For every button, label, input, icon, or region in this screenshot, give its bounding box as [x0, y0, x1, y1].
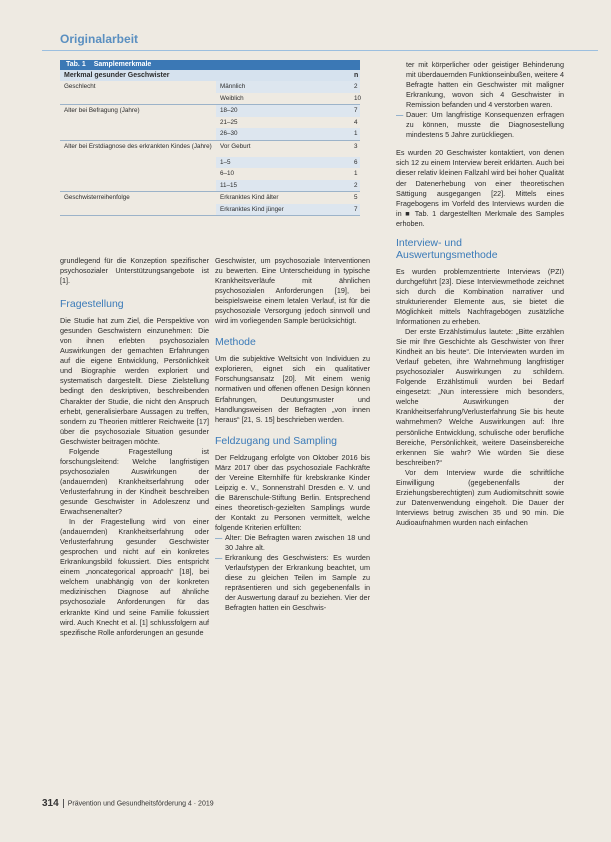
table-cell-n: 6	[354, 158, 358, 166]
table-body	[60, 81, 360, 215]
paragraph: Die Studie hat zum Ziel, die Perspektive von gesunden Geschwistern einzunehmen: Die von ihnen erlebten psychosozialen Auswirkungen der gemachten Erfahrungen auf die eigene Entwicklung, Persönlichkeit und Biographie werden exploriert und systematisch dargestellt. Diese Zielstellung bedingt den deskriptiven, beschreibenden Charakter der Studie, die nicht den Anspruch erhebt, generalisierbare Aussagen zu treffen, sondern zu Theorien mittlerer Reichweite [17] über die psychosoziale Situation gesunder Geschwister beitragen möchte.	[60, 316, 209, 446]
table-row	[60, 191, 360, 204]
table-cell-n: 1	[354, 130, 358, 137]
sample-table	[60, 60, 360, 216]
table-cell-n: 7	[354, 205, 358, 213]
table-row	[60, 204, 360, 216]
paragraph: In der Fragestellung wird von einer (andauernden) Krankheitserfahrung oder Verlusterfahrung gesunder Geschwister gesprochen und nicht auf ein konkretes Erkrankungsbild fokussiert. Dies entspricht einem „noncategorical approach“ [18], bei welchem unabhängig von der konkreten medizinischen Diagnose auf ähnliche psychosoziale Anforderungen für das erkrankte Kind und seine Familie fokussiert wird. Auch Knecht et al. [1] schlussfolgern auf spezifische Rolle anforderungen an gesunde	[60, 517, 209, 637]
table-cell-feature	[64, 204, 214, 206]
table-cell-feature	[64, 93, 214, 95]
table-title-bar	[60, 60, 360, 70]
table-cell-n: 2	[354, 83, 358, 90]
table-cell-n: 7	[354, 107, 358, 114]
table-cell-feature: Geschlecht	[64, 83, 96, 90]
table-cell-n: 10	[354, 94, 362, 102]
heading-interview: Interview- und Auswertungsmethode	[396, 236, 498, 261]
table-cell-value: 1–5	[220, 158, 231, 166]
page-number: 314	[42, 798, 59, 809]
table-cell-feature	[64, 157, 214, 159]
table-row	[60, 168, 360, 180]
table-row	[60, 104, 360, 117]
table-row	[60, 117, 360, 129]
paragraph: Geschwister, um psychosoziale Interventionen zu bewerten. Eine Unterscheidung in typische Krankheitsverläufe mit ähnlichen psychosozialen Anforderungen [19], bei beispielsweise einem letalen Verlauf, ist für die psychosoziale Versorgung jedoch sinnvoll und wird im vorliegenden Sample berücksichtigt.	[215, 256, 370, 326]
table-row	[60, 81, 360, 93]
heading-fragestellung: Fragestellung	[60, 298, 124, 311]
text-column-3	[396, 60, 564, 528]
table-header-feature: Merkmal gesunder Geschwister	[64, 72, 170, 79]
table-cell-value: Vor Geburt	[220, 142, 251, 150]
table-cell-value: 26–30	[220, 130, 238, 137]
paragraph: Folgende Fragestellung ist forschungsleitend: Welche langfristigen psychosozialen Auswirkungen der (andauernden) Krankheitserfahrung oder Verlusterfahrung in der Kindheit beschreiben gesunde Geschwister in Adoleszenz und Erwachsenenalter?	[60, 446, 209, 517]
table-cell-value: 6–10	[220, 170, 235, 177]
table-cell-feature: Alter bei Befragung (Jahre)	[64, 107, 140, 114]
paragraph: Der erste Erzählstimulus lautete: „Bitte erzählen Sie mir Ihre Geschichte als Geschwister von Ihrer Kindheit an bis heute“. Die Interviewten wurden im Verlauf gebeten, ihre Wahrnehmung langfristiger psychosozialer Auswirkungen zu schildern. Folgende Erzählstimuli wurden bei Bedarf eingesetzt: „Nun interessiere mich besonders, welche Auswirkungen der Krankheitserfahrung/Verlusterfahrung Sie bis heute wahrnehmen? Welche Auswirkungen auf: Ihre persönliche Entwicklung, schulische oder berufliche Bereiche, Persönlichkeit, weitere Daseinsbereiche erkennen Sie wahr? Wie würden Sie diese beschreiben?“	[396, 327, 564, 467]
table-cell-value: Erkranktes Kind jünger	[220, 205, 284, 213]
paragraph: ter mit körperlicher oder geistiger Behinderung mit überdauernden Funktionseinbußen, weitere 4 Befragte hatten ein Geschwister mit maligner Erkrankung, wovon sich 4 Geschwister in Remission befanden und 4 verstorben waren.	[406, 60, 564, 110]
paragraph: Es wurden problemzentrierte Interviews (PZI) durchgeführt [23]. Diese Interviewmethode zeichnet sich durch die Kombination narrativer und strukturierender Elemente aus, sie bietet die Möglichkeit mittels Nachfragebögen zusätzliche Informationen zu erheben.	[396, 266, 564, 326]
table-cell-n: 4	[354, 118, 358, 126]
table-cell-feature	[64, 180, 214, 182]
journal-name: Prävention und Gesundheitsförderung 4 · 2019	[67, 800, 214, 808]
intro-paragraph: grundlegend für die Konzeption spezifischer psychosozialer Unterstützungsangebote ist [1].	[60, 256, 209, 286]
text-column-2	[215, 256, 370, 613]
table-cell-value: Weiblich	[220, 94, 244, 102]
table-cell-n: 5	[354, 194, 358, 201]
table-row	[60, 93, 360, 105]
table-row	[60, 180, 360, 192]
table-cell-feature: Geschwisterreihenfolge	[64, 194, 130, 201]
paragraph: Der Feldzugang erfolgte von Oktober 2016 bis März 2017 über das psychosoziale Fachkräfte der Vereine Elternhilfe für krebskranke Kinder Leipzig e. V., Sonnenstrahl Dresden e. V. und die Bärenschule-Stiftung Berlin. Entsprechend eines theoretisch-gezielten Samplings wurde der Kontakt zu Personen vermittelt, welche folgende Kriterien erfüllten:	[215, 452, 370, 532]
table-header-n: n	[354, 72, 359, 79]
table-cell-feature	[64, 117, 214, 119]
table-cell-value: Erkranktes Kind älter	[220, 194, 279, 201]
section-label: Originalarbeit	[60, 32, 139, 46]
criteria-list-continued	[406, 110, 564, 140]
table-cell-n: 2	[354, 181, 358, 189]
paragraph: Um die subjektive Weltsicht von Individuen zu explorieren, eignet sich ein qualitativer Forschungsansatz [20]. Mit einem wenig normativen und offenen offenen Design können Erfahrungen, Deutungsmuster und Handlungsweisen der Befragten „von innen heraus“ [21, S. 15] beschrieben werden.	[215, 354, 370, 424]
text-column-1	[60, 256, 209, 638]
page-footer	[42, 798, 214, 809]
table-cell-n: 3	[354, 142, 358, 150]
heading-sampling: Feldzugang und Sampling	[215, 434, 338, 447]
list-item: — Dauer: Um langfristige Konsequenzen erfragen zu können, musste die Diagnosestellung mindestens 5 Jahre zurückliegen.	[406, 110, 564, 140]
table-cell-value: 21–25	[220, 118, 238, 126]
table-bottom-rule	[60, 215, 360, 216]
table-row	[60, 128, 360, 140]
paragraph: Vor dem Interview wurde die schriftliche Einwilligung (gegebenenfalls der Erziehungsberechtigten) zum Audiomitschnitt sowie zur Datenverwendung eingeholt. Die Dauer der Interviews betrug zwischen 35 und 90 min. Die Audioaufnahmen wurden nach einfachen	[396, 467, 564, 527]
table-label: Tab. 1	[66, 61, 86, 68]
table-cell-n: 1	[354, 170, 358, 177]
table-header	[60, 70, 360, 81]
table-cell-value: 18–20	[220, 107, 238, 114]
table-row	[60, 157, 360, 169]
table-cell-value: 11–15	[220, 181, 238, 189]
header-divider	[42, 50, 598, 51]
table-cell-feature	[64, 168, 214, 170]
heading-methode: Methode	[215, 336, 256, 349]
criteria-list	[225, 533, 370, 613]
list-item: — Erkrankung des Geschwisters: Es wurden Verlaufstypen der Erkrankung beachtet, um diese zu gleichen Teilen im Sample zu repräsentieren und sich gegebenenfalls in der Auswertung darauf zu beziehen. Vier der Befragten hatten ein Geschwis-	[225, 553, 370, 613]
list-item: — Alter: Die Befragten waren zwischen 18 und 30 Jahre alt.	[225, 533, 370, 553]
table-cell-feature: Alter bei Erstdiagnose des erkrankten Kindes (Jahre)	[64, 142, 212, 150]
paragraph: Es wurden 20 Geschwister kontaktiert, von denen sich 12 zu einem Interview bereit erklärten. Auch bei dieser relativ kleinen Fallzahl wird bei hoher Qualität der Datenerhebung von einer theoretischen Sättigung ausgegangen [22]. Mittels eines Fragebogens im Vorfeld des Interviews wurden die in ■ Tab. 1 dargestellten Merkmale des Samples erhoben.	[396, 148, 564, 228]
table-cell-feature	[64, 128, 214, 130]
table-cell-value: Männlich	[220, 83, 246, 90]
table-title: Samplemerkmale	[93, 61, 152, 68]
table-row	[60, 140, 360, 157]
footer-divider	[63, 799, 64, 808]
